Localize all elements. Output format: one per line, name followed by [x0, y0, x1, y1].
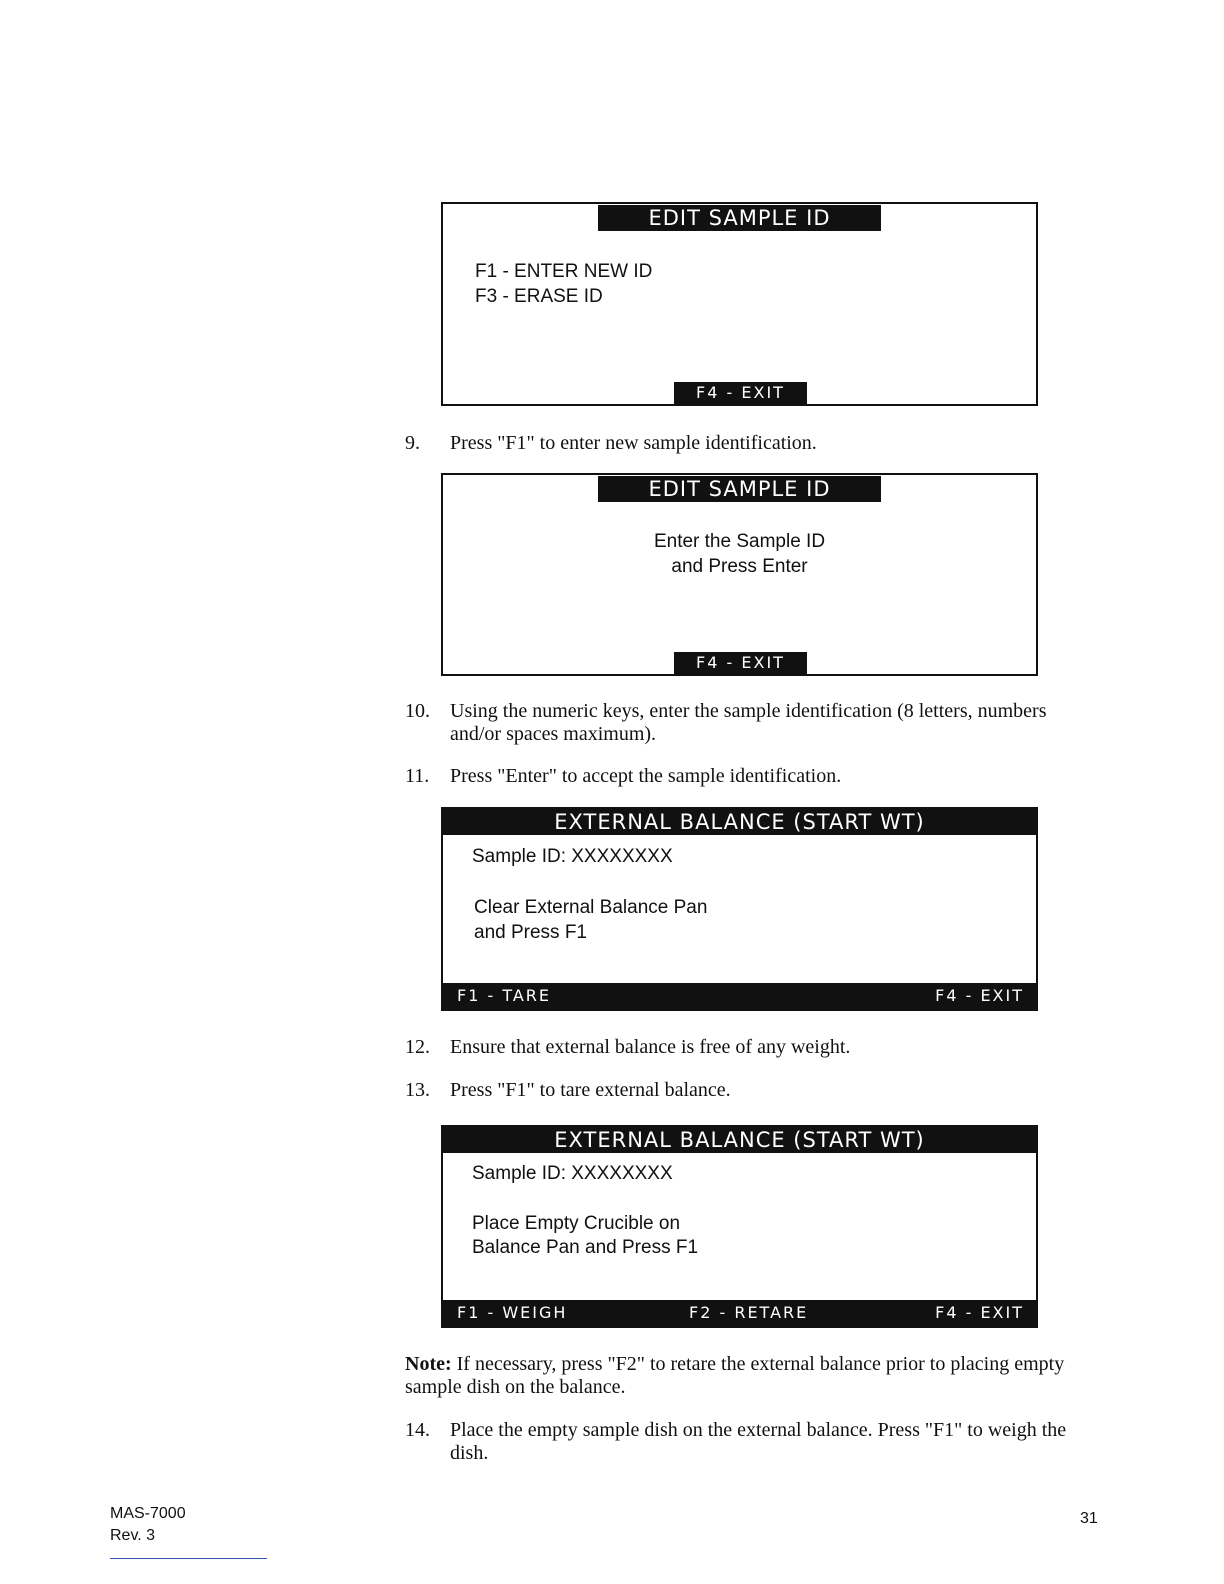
screen-edit-sample-id-entry — [441, 473, 1038, 676]
note — [405, 1353, 1065, 1399]
weigh-key-label: F1 - WEIGH — [457, 1303, 568, 1322]
note-text: If necessary, press "F2" to retare the external balance prior to placing empty sample dish on the balance. — [405, 1353, 1065, 1398]
step-text: Press "Enter" to accept the sample identification. — [450, 765, 842, 787]
prompt-line-2: Balance Pan and Press F1 — [472, 1237, 699, 1258]
step-text: Ensure that external balance is free of any weight. — [450, 1036, 851, 1058]
prompt-line-1: Clear External Balance Pan — [474, 897, 708, 918]
step-number: 11. — [405, 765, 430, 787]
document-footer — [110, 1503, 186, 1547]
menu-option-enter-new-id: F1 - ENTER NEW ID — [475, 261, 653, 282]
prompt-line-1: Enter the Sample ID — [653, 531, 826, 552]
exit-key-label: F4 - EXIT — [935, 1303, 1024, 1322]
sample-id-readout: Sample ID: XXXXXXXX — [472, 1163, 673, 1184]
screen-edit-sample-id-menu — [441, 202, 1038, 406]
step-number: 12. — [405, 1036, 430, 1058]
prompt-line-1: Place Empty Crucible on — [472, 1213, 681, 1234]
screen-external-balance-weigh — [441, 1125, 1038, 1328]
step-text: Press "F1" to enter new sample identification. — [450, 432, 817, 454]
model-number: MAS-7000 — [110, 1505, 186, 1522]
function-key-bar — [443, 1300, 1036, 1326]
screen-title: EXTERNAL BALANCE (START WT) — [443, 809, 1036, 835]
function-key-bar — [443, 983, 1036, 1009]
exit-key-label: F4 - EXIT — [674, 382, 807, 404]
footer-rule — [110, 1558, 267, 1559]
exit-key-label: F4 - EXIT — [935, 986, 1024, 1005]
step-text: Place the empty sample dish on the external balance. Press "F1" to weigh the dish. — [450, 1419, 1067, 1464]
retare-key-label: F2 - RETARE — [689, 1303, 809, 1322]
prompt-line-2: and Press Enter — [671, 556, 808, 577]
step-text: Press "F1" to tare external balance. — [450, 1079, 731, 1101]
step-number: 9. — [405, 432, 420, 454]
screen-external-balance-tare — [441, 807, 1038, 1011]
screen-title: EDIT SAMPLE ID — [598, 476, 881, 502]
prompt-line-2: and Press F1 — [474, 922, 587, 943]
step-number: 13. — [405, 1079, 430, 1101]
menu-option-erase-id: F3 - ERASE ID — [475, 286, 603, 307]
revision: Rev. 3 — [110, 1527, 156, 1544]
step-number: 14. — [405, 1419, 430, 1441]
screen-title: EDIT SAMPLE ID — [598, 205, 881, 231]
note-label: Note: — [405, 1353, 452, 1375]
screen-title: EXTERNAL BALANCE (START WT) — [443, 1127, 1036, 1153]
tare-key-label: F1 - TARE — [457, 986, 552, 1005]
step-number: 10. — [405, 700, 430, 722]
page-number: 31 — [1080, 1510, 1098, 1527]
step-text: Using the numeric keys, enter the sample identification (8 letters, numbers and/or spaces maximum). — [450, 700, 1047, 745]
exit-key-label: F4 - EXIT — [674, 652, 807, 674]
sample-id-readout: Sample ID: XXXXXXXX — [472, 846, 673, 867]
